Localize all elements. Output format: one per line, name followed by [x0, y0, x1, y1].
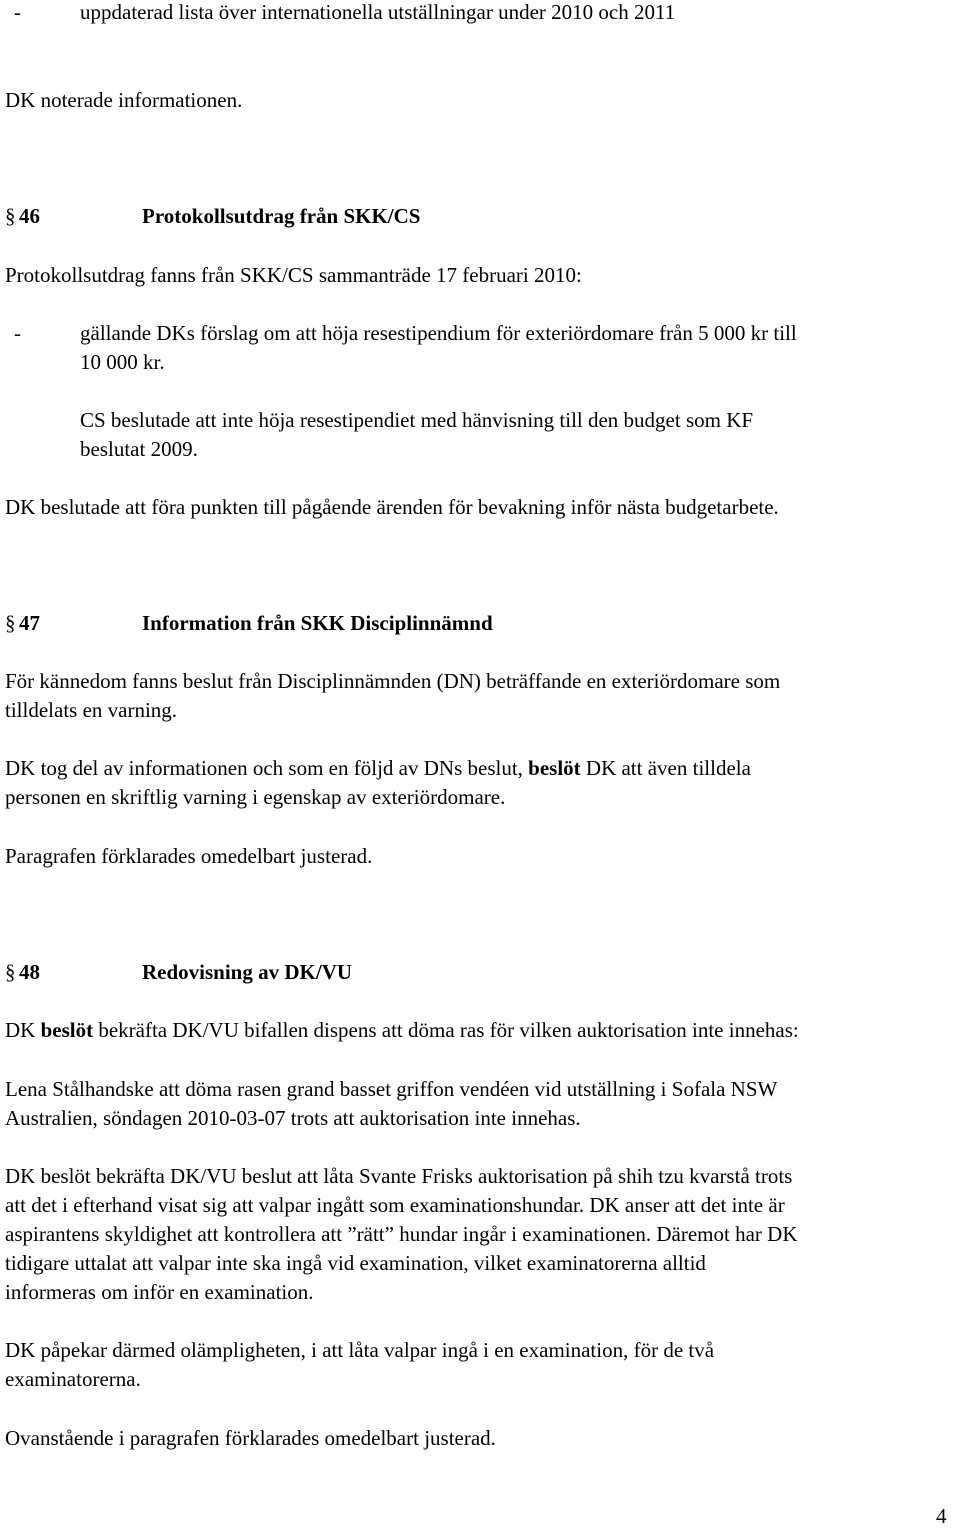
section-48-heading	[5, 958, 353, 987]
s46-line1: Protokollsutdrag fanns från SKK/CS sammanträde 17 februari 2010:	[5, 263, 582, 287]
s48-p1	[5, 1016, 799, 1045]
s47-justified: Paragrafen förklarades omedelbart justerad.	[5, 844, 373, 868]
bold-text: beslöt	[40, 1018, 94, 1042]
text: DK att även tilldela	[585, 756, 751, 780]
s48-p2-line2: Australien, söndagen 2010-03-07 trots att auktorisation inte innehas.	[5, 1106, 581, 1130]
s46-bullet-line2: 10 000 kr.	[80, 350, 165, 374]
s46-dk-decision: DK beslutade att föra punkten till pågående ärenden för bevakning inför nästa budgetarbete.	[5, 495, 779, 519]
bullet-text: uppdaterad lista över internationella utställningar under 2010 och 2011	[80, 0, 676, 24]
text: bekräfta DK/VU bifallen dispens att döma ras för vilken auktorisation inte innehas:	[98, 1018, 799, 1042]
section-sign: §	[5, 960, 16, 984]
section-title: Protokollsutdrag från SKK/CS	[142, 204, 421, 228]
section-sign: §	[5, 611, 16, 635]
section-number: 46	[19, 204, 40, 228]
bullet-dash: -	[14, 0, 21, 24]
section-number: 47	[19, 611, 40, 635]
page-number: 4	[936, 1504, 947, 1528]
section-47-heading	[5, 609, 493, 638]
s47-p2-line2: personen en skriftlig varning i egenskap av exteriördomare.	[5, 785, 506, 809]
section-title: Redovisning av DK/VU	[142, 960, 353, 984]
s48-p3-line1: DK beslöt bekräfta DK/VU beslut att låta Svante Frisks auktorisation på shih tzu kvarstå trots	[5, 1164, 793, 1188]
section-number: 48	[19, 960, 40, 984]
s48-p4-line2: examinatorerna.	[5, 1367, 141, 1391]
s47-p1-line2: tilldelats en varning.	[5, 698, 178, 722]
s48-p4-line1: DK påpekar därmed olämpligheten, i att låta valpar ingå i en examination, för de två	[5, 1338, 715, 1362]
s48-p3-line2: att det i efterhand visat sig att valpar ingått som examinationshundar. DK anser att det inte är	[5, 1193, 785, 1217]
s46-cs-line1: CS beslutade att inte höja resestipendiet med hänvisning till den budget som KF	[80, 408, 754, 432]
s47-p2-line1	[5, 754, 751, 783]
s46-cs-line2: beslutat 2009.	[80, 437, 198, 461]
bullet-dash: -	[14, 321, 21, 345]
s47-p1-line1: För kännedom fanns beslut från Disciplinnämnden (DN) beträffande en exteriördomare som	[5, 669, 781, 693]
s48-p3-line5: informeras om inför en examination.	[5, 1280, 314, 1304]
section-title: Information från SKK Disciplinnämnd	[142, 611, 493, 635]
section-46-heading	[5, 202, 421, 231]
s48-p2-line1: Lena Stålhandske att döma rasen grand basset griffon vendéen vid utställning i Sofala NSW	[5, 1077, 778, 1101]
text: DK tog del av informationen och som en följd av DNs beslut,	[5, 756, 523, 780]
text: DK	[5, 1018, 36, 1042]
bold-text: beslöt	[528, 756, 581, 780]
section-sign: §	[5, 204, 16, 228]
s46-bullet-line1: gällande DKs förslag om att höja resestipendium för exteriördomare från 5 000 kr till	[80, 321, 797, 345]
s48-p3-line3: aspirantens skyldighet att kontrollera att ”rätt” hundar ingår i examinationen. Däremot har DK	[5, 1222, 798, 1246]
s48-justified: Ovanstående i paragrafen förklarades omedelbart justerad.	[5, 1426, 496, 1450]
intro-noted: DK noterade informationen.	[5, 88, 243, 112]
s48-p3-line4: tidigare uttalat att valpar inte ska ingå vid examination, vilket examinatorerna alltid	[5, 1251, 706, 1275]
